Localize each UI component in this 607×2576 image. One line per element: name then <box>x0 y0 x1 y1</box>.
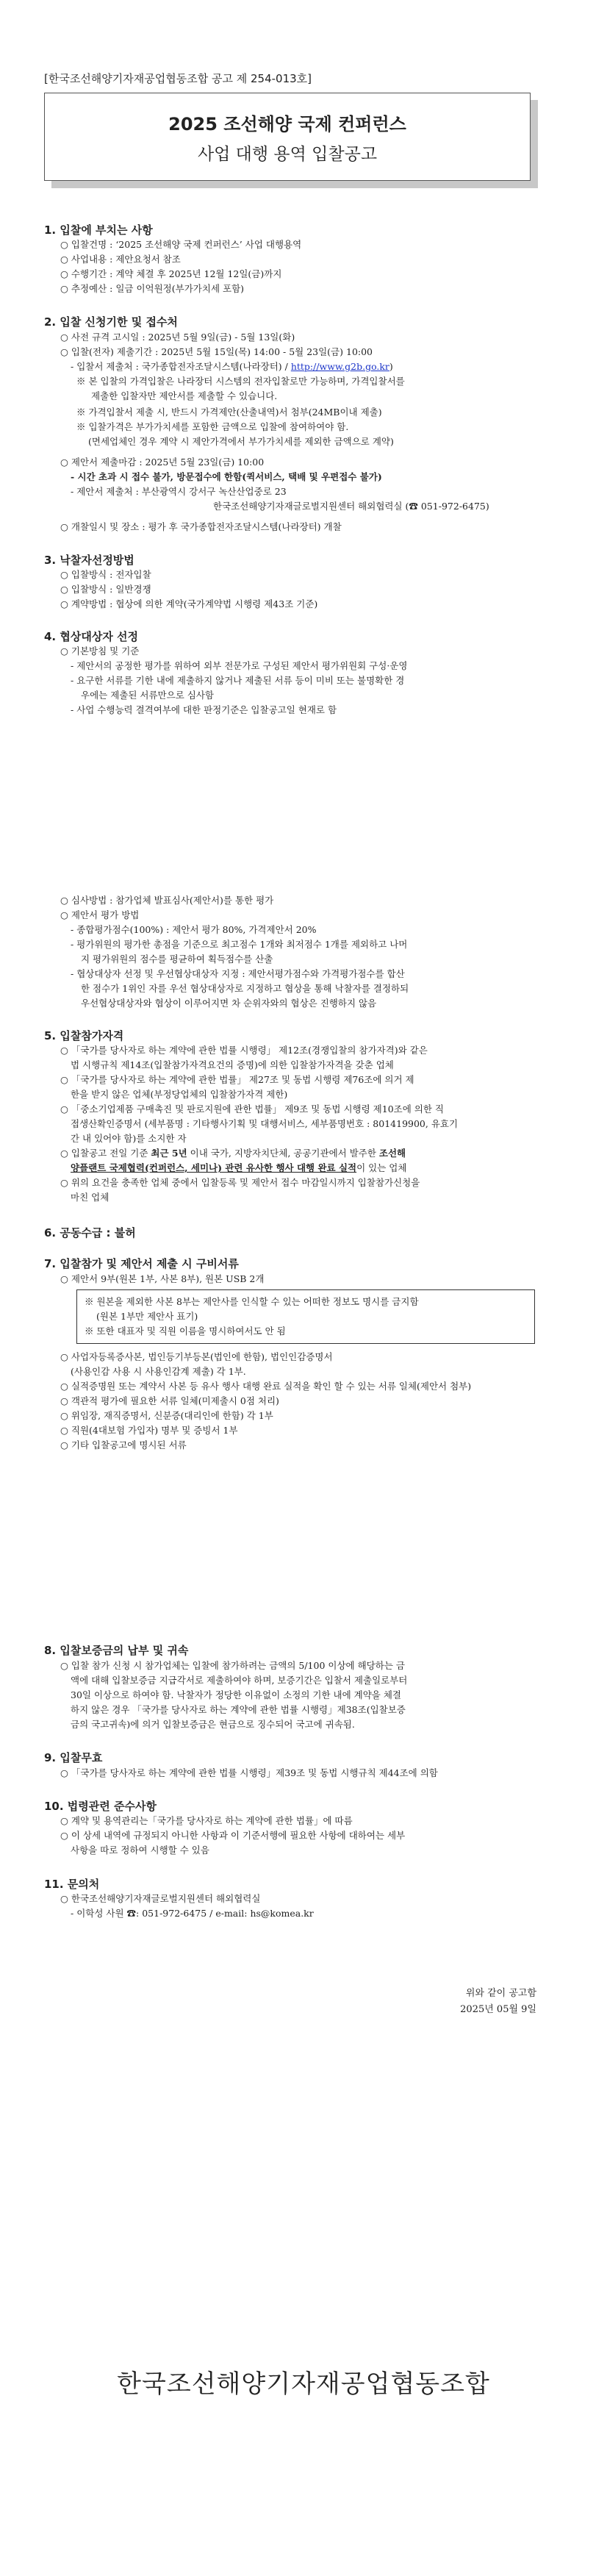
s5-line: 법 시행규칙 제14조(입찰참가자격요건의 증명)에 의한 입찰참가자격을 갖춘 업체 <box>71 1059 394 1070</box>
s4-line: ○ 제안서 평가 방법 <box>60 909 140 920</box>
box-line: ※ 또한 대표자 및 직원 이름을 명시하여서도 안 됨 <box>85 1325 286 1337</box>
section-9-heading: 9. 입찰무효 <box>44 1751 103 1764</box>
s2-line: ※ 입찰가격은 부가가치세를 포함한 금액으로 입찰에 참여하여야 함. <box>76 421 349 432</box>
s11-line: ○ 한국조선해양기자재글로벌지원센터 해외협력실 <box>60 1893 261 1904</box>
s8-line: 하지 않은 경우 「국가를 당사자로 하는 계약에 관한 법률 시행령」제38조(입찰보증 <box>71 1704 406 1715</box>
section-7-heading: 7. 입찰참가 및 제안서 제출 시 구비서류 <box>44 1257 239 1270</box>
s1-item: ○ 입찰건명 : ‘2025 조선해양 국제 컨퍼런스’ 사업 대행용역 <box>60 239 302 250</box>
s5-line: 한을 받지 않은 업체(부정당업체의 입찰참가자격 제한) <box>71 1089 288 1100</box>
s2-line: 제출한 입찰자만 제안서를 제출할 수 있습니다. <box>91 390 278 401</box>
section-4-heading: 4. 협상대상자 선정 <box>44 630 139 643</box>
s2-line: - 제안서 제출처 : 부산광역시 강서구 녹산산업중로 23 <box>71 486 287 497</box>
s3-item: ○ 입찰방식 : 전자입찰 <box>60 569 151 580</box>
section-11-heading: 11. 문의처 <box>44 1878 100 1891</box>
s3-item: ○ 계약방법 : 협상에 의한 계약(국가계약법 시행령 제43조 기준) <box>60 598 318 609</box>
announcement-date: 2025년 05월 9일 <box>460 2004 536 2015</box>
s4-line: ○ 심사방법 : 참가업체 발표심사(제안서)를 통한 평가 <box>60 895 274 906</box>
s7-line: ○ 제안서 9부(원본 1부, 사본 8부), 원본 USB 2개 <box>60 1273 265 1284</box>
s9-line: ○ 「국가를 당사자로 하는 계약에 관한 법률 시행령」제39조 및 동법 시행규칙 제44조에 의함 <box>60 1767 438 1778</box>
sign-line: 위와 같이 공고함 <box>465 1988 536 1999</box>
section-1-heading: 1. 입찰에 부치는 사항 <box>44 223 153 237</box>
contact-line: - 이학성 사원 ☎: 051-972-6475 / e-mail: hs@komea.kr <box>71 1908 314 1919</box>
s5-line: ○ 「국가를 당사자로 하는 계약에 관한 법률 시행령」 제12조(경쟁입찰의 참가자격)와 같은 <box>60 1045 428 1056</box>
s8-line: 액에 대해 입찰보증금 지급각서로 제출하여야 하며, 보증기간은 입찰서 제출일로부터 <box>71 1675 408 1686</box>
s4-line: - 요구한 서류를 기한 내에 제출하지 않거나 제출된 서류 등이 미비 또는 불명확한 경 <box>71 675 405 686</box>
section-8-heading: 8. 입찰보증금의 납부 및 귀속 <box>44 1644 189 1657</box>
s7-line: ○ 기타 입찰공고에 명시된 서류 <box>60 1439 187 1450</box>
s2-line: ○ 제안서 제출마감 : 2025년 5월 23일(금) 10:00 <box>60 457 265 468</box>
page-title: 2025 조선해양 국제 컨퍼런스 <box>168 114 406 135</box>
s8-line: 30일 이상으로 하여야 함. 낙찰자가 정당한 이유없이 소정의 기한 내에 계약을 체결 <box>71 1689 401 1700</box>
s4-line: - 종합평가점수(100%) : 제안서 평가 80%, 가격제안서 20% <box>71 924 317 935</box>
s1-item: ○ 수행기간 : 계약 체결 후 2025년 12월 12일(금)까지 <box>60 268 282 279</box>
s5-line <box>60 1146 406 1161</box>
s5-bold: 최근 5년 <box>151 1148 187 1159</box>
s2-line: ○ 개찰일시 및 장소 : 평가 후 국가종합전자조달시스템(나라장터) 개찰 <box>60 521 342 532</box>
s10-line: ○ 이 상세 내역에 규정되지 아니한 사항과 이 기준서행에 필요한 사항에 대하여는 세부 <box>60 1830 406 1841</box>
s5-line: 접생산확인증명서 (세부품명 : 기타행사기획 및 대행서비스, 세부품명번호 : 801419900, 유효기 <box>71 1118 459 1129</box>
s4-line: 우에는 제출된 서류만으로 심사함 <box>81 690 214 701</box>
s1-item: ○ 사업내용 : 제안요청서 참조 <box>60 254 181 265</box>
s7-line: ○ 사업자등록증사본, 법인등기부등본(법인에 한함), 법인인감증명서 <box>60 1351 333 1362</box>
s1-item: ○ 추정예산 : 일금 이억원정(부가가치세 포함) <box>60 283 245 294</box>
organization-name: 한국조선해양기자재공업협동조합 <box>117 2369 490 2399</box>
s4-line: 한 점수가 1위인 자를 우선 협상대상자로 지정하고 협상을 통해 낙찰자를 결정하되 <box>81 983 409 994</box>
s5-line: 간 내 있어야 함)를 소지한 자 <box>71 1133 187 1144</box>
s2-paren: ) <box>389 361 393 372</box>
s4-line: ○ 기본방침 및 기준 <box>60 645 140 656</box>
s5-line <box>71 1161 406 1176</box>
s5-text: 이 있는 업체 <box>356 1162 407 1173</box>
s5-line: ○ 위의 요건을 충족한 업체 중에서 입찰등록 및 제안서 접수 마감일시까지 입찰참가신청을 <box>60 1177 420 1188</box>
s10-line: 사항을 따로 정하여 시행할 수 있음 <box>71 1845 209 1856</box>
s5-line: ○ 「국가를 당사자로 하는 계약에 관한 법률」 제27조 및 동법 시행령 제76조에 의거 제 <box>60 1074 414 1085</box>
title-box <box>44 93 531 181</box>
notice-box <box>76 1289 535 1344</box>
s4-line: - 협상대상자 선정 및 우선협상대상자 지정 : 제안서평가점수와 가격평가점수를 합산 <box>71 968 405 979</box>
s8-line: 금의 국고귀속)에 의거 입찰보증금은 현금으로 징수되어 국고에 귀속됨. <box>71 1719 355 1730</box>
box-line: ※ 원본을 제외한 사본 8부는 제안사를 인식할 수 있는 어떠한 정보도 명시를 금지함 <box>85 1296 419 1307</box>
s2-submit-target-label: - 입찰서 제출처 : 국가종합전자조달시스템(나라장터) / <box>71 361 291 372</box>
s5-text: ○ 입찰공고 전일 기준 <box>60 1148 151 1159</box>
s7-line: ○ 객관적 평가에 필요한 서류 일체(미제출시 0점 처리) <box>60 1395 279 1406</box>
section-5-heading: 5. 입찰참가자격 <box>44 1029 124 1042</box>
s2-line: ○ 입찰(전자) 제출기간 : 2025년 5월 15일(목) 14:00 - 5월 23일(금) 10:00 <box>60 346 373 357</box>
s5-line: 마친 업체 <box>71 1192 109 1203</box>
s5-bold: 조선해 <box>378 1148 406 1159</box>
section-3-heading: 3. 낙찰자선정방법 <box>44 554 134 567</box>
s2-line-bold: - 시간 초과 시 접수 불가, 방문접수에 한함(퀵서비스, 택배 및 우편접수 불가) <box>71 471 382 482</box>
s7-line: ○ 실적증명원 또는 계약서 사본 등 유사 행사 대행 완료 실적을 확인 할 수 있는 서류 일체(제안서 첨부) <box>60 1381 472 1392</box>
s2-line <box>71 359 393 374</box>
s4-line: - 사업 수행능력 결격여부에 대한 판정기준은 입찰공고일 현재로 함 <box>71 704 337 715</box>
s4-line: - 제안서의 공정한 평가를 위하여 외부 전문가로 구성된 제안서 평가위원회 구성·운영 <box>71 660 408 671</box>
s7-line: ○ 직원(4대보험 가입자) 명부 및 증빙서 1부 <box>60 1425 238 1436</box>
s2-line: 한국조선해양기자재글로벌지원센터 해외협력실 (☎ 051-972-6475) <box>213 501 489 512</box>
section-6-heading: 6. 공동수급 : 불허 <box>44 1226 136 1239</box>
s5-text: 이내 국가, 지방자치단체, 공공기관에서 발주한 <box>187 1148 379 1159</box>
section-10-heading: 10. 법령관련 준수사항 <box>44 1800 157 1813</box>
g2b-link[interactable]: http://www.g2b.go.kr <box>290 361 389 372</box>
s4-line: 지 평가위원의 점수를 평균하여 획득점수를 산출 <box>81 954 273 965</box>
s3-item: ○ 입찰방식 : 일반경쟁 <box>60 584 151 595</box>
s5-line: ○ 「중소기업제품 구매촉진 및 판로지원에 관한 법률」 제9조 및 동법 시행령 제10조에 의한 직 <box>60 1103 444 1115</box>
s7-line: (사용인감 사용 시 사용인감계 제출) 각 1부. <box>71 1366 246 1377</box>
s5-bold-underline: 양플랜트 국제협력(컨퍼런스, 세미나) 관련 유사한 행사 대행 완료 실적 <box>71 1162 357 1173</box>
s4-line: 우선협상대상자와 협상이 이루어지면 차 순위자와의 협상은 진행하지 않음 <box>81 998 377 1009</box>
s4-line: - 평가위원의 평가한 총점을 기준으로 최고점수 1개와 최저점수 1개를 제외하고 나머 <box>71 939 408 950</box>
s2-line: ※ 본 입찰의 가격입찰은 나라장터 시스템의 전자입찰로만 가능하며, 가격입찰서를 <box>76 376 405 387</box>
s2-line: ○ 사전 규격 고시일 : 2025년 5월 9일(금) - 5월 13일(화) <box>60 332 295 343</box>
notice-number: [한국조선해양기자재공업협동조합 공고 제 254-013호] <box>44 72 312 85</box>
s8-line: ○ 입찰 참가 신청 시 참가업체는 입찰에 참가하려는 금액의 5/100 이상에 해당하는 금 <box>60 1660 405 1671</box>
box-line: (원본 1부만 제안사 표기) <box>96 1311 198 1322</box>
s7-line: ○ 위임장, 재직증명서, 신분증(대리인에 한함) 각 1부 <box>60 1410 273 1421</box>
page-subtitle: 사업 대행 용역 입찰공고 <box>197 145 378 164</box>
s2-line: ※ 가격입찰서 제출 시, 반드시 가격제안(산출내역)서 첨부(24MB이내 제출) <box>76 407 382 418</box>
section-2-heading: 2. 입찰 신청기한 및 접수처 <box>44 315 178 329</box>
s10-line: ○ 계약 및 용역관리는「국가를 당사자로 하는 계약에 관한 법률」에 따름 <box>60 1815 353 1826</box>
s2-line: (면세업체인 경우 계약 시 제안가격에서 부가가치세를 제외한 금액으로 계약) <box>88 436 394 447</box>
